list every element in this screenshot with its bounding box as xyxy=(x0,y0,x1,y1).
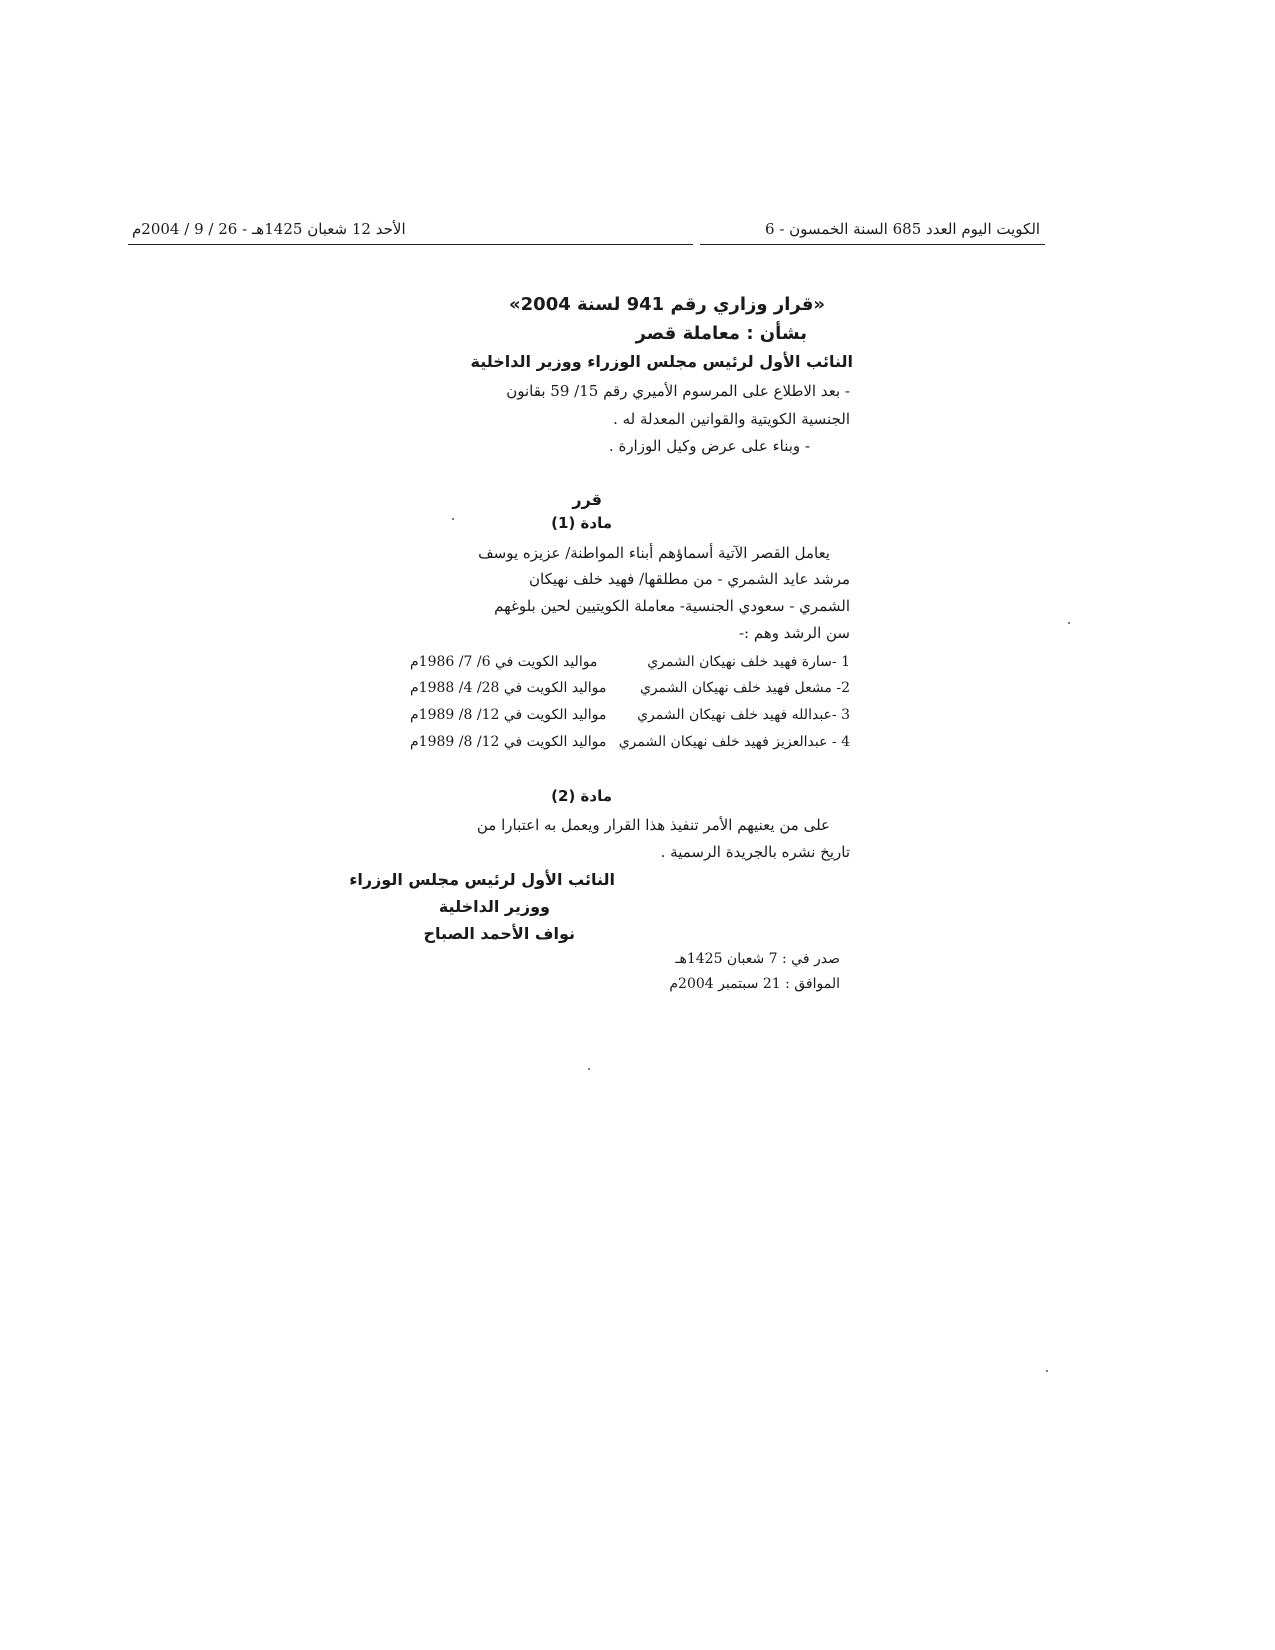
article-1-line-2: مرشد عايد الشمري - من مطلقها/ فهيد خلف نهيكان xyxy=(529,570,850,588)
article-1-line-1: يعامل القصر الآتية أسماؤهم أبناء المواطنة/ عزيزه يوسف xyxy=(478,544,830,562)
list-item xyxy=(410,654,850,678)
list-item xyxy=(410,680,850,704)
speck xyxy=(1068,622,1070,624)
preamble-line-3: - وبناء على عرض وكيل الوزارة . xyxy=(608,437,810,455)
list-item xyxy=(410,734,850,758)
article-1-line-3: الشمري - سعودي الجنسية- معاملة الكويتيين لحين بلوغهم xyxy=(494,597,850,615)
minor-name: 1 -سارة فهيد خلف نهيكان الشمري xyxy=(647,654,850,670)
minor-name: 3 -عبدالله فهيد خلف نهيكان الشمري xyxy=(637,707,850,723)
header-issue: الكويت اليوم العدد 685 السنة الخمسون - 6 xyxy=(765,220,1041,238)
signature-ministry: ووزير الداخلية xyxy=(438,897,550,916)
article-2-heading: مادة (2) xyxy=(551,787,612,805)
article-2-line-1: على من يعنيهم الأمر تنفيذ هذا القرار ويعمل به اعتبارا من xyxy=(476,816,830,834)
article-1-line-4: سن الرشد وهم :- xyxy=(738,624,850,642)
speck xyxy=(452,518,454,520)
article-1-heading: مادة (1) xyxy=(551,514,612,532)
header-rule-left xyxy=(128,244,693,245)
article-2-line-2: تاريخ نشره بالجريدة الرسمية . xyxy=(660,843,850,861)
speck xyxy=(1046,1370,1048,1372)
minor-birth: مواليد الكويت في 12/ 8/ 1989م xyxy=(410,707,607,723)
minor-birth: مواليد الكويت في 6/ 7/ 1986م xyxy=(410,654,598,670)
decided-heading: قرر xyxy=(572,490,602,509)
minor-name: 2- مشعل فهيد خلف نهيكان الشمري xyxy=(639,680,850,696)
header-date: الأحد 12 شعبان 1425هـ - 26 / 9 / 2004م xyxy=(132,220,406,238)
list-item xyxy=(410,707,850,731)
header-rule-right xyxy=(700,244,1045,245)
minor-birth: مواليد الكويت في 28/ 4/ 1988م xyxy=(410,680,607,696)
speck xyxy=(588,1068,590,1070)
signature-name: نواف الأحمد الصباح xyxy=(423,924,575,943)
decision-title: «قرار وزاري رقم 941 لسنة 2004» xyxy=(509,294,825,315)
preamble-line-1: - بعد الاطلاع على المرسوم الأميري رقم 15/ 59 بقانون xyxy=(506,382,850,400)
decision-issuer: النائب الأول لرئيس مجلس الوزراء ووزير الداخلية xyxy=(470,352,853,371)
corresponding-date: الموافق : 21 سبتمبر 2004م xyxy=(669,976,840,992)
minor-name: 4 - عبدالعزيز فهيد خلف نهيكان الشمري xyxy=(618,734,850,750)
issued-date: صدر في : 7 شعبان 1425هـ xyxy=(675,951,840,967)
decision-subject: بشأن : معاملة قصر xyxy=(635,323,807,344)
minor-birth: مواليد الكويت في 12/ 8/ 1989م xyxy=(410,734,607,750)
signature-title: النائب الأول لرئيس مجلس الوزراء xyxy=(349,870,615,889)
preamble-line-2: الجنسية الكويتية والقوانين المعدلة له . xyxy=(613,410,850,428)
